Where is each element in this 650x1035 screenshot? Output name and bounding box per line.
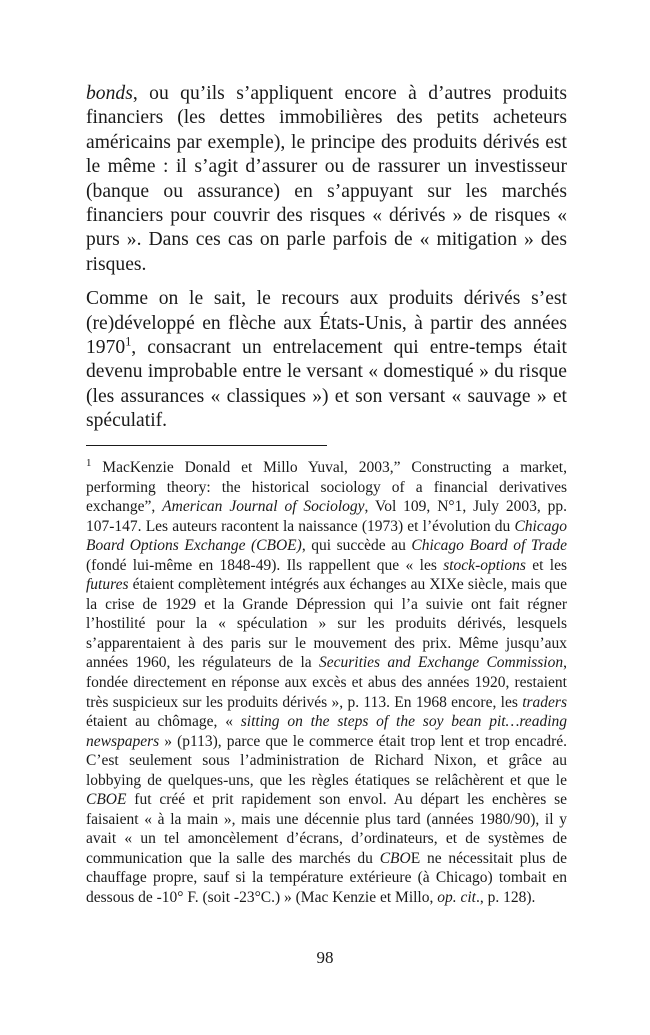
paragraph-2-text-end: , consacrant un entrelacement qui entre-temps était devenu improbable entre le versant « domestiqué » du risque (les assurances « classiques ») et son versant « sauvage » et spéculatif.	[86, 337, 567, 432]
footnote-text: et les	[525, 556, 567, 574]
footnote-italic: stock-options	[443, 556, 526, 574]
footnote-number: 1	[86, 456, 92, 469]
footnote-italic: CBO	[379, 849, 411, 867]
footnote-text: ., p. 128).	[476, 889, 536, 907]
paragraph-1	[86, 82, 567, 277]
footnote	[86, 458, 567, 908]
footnote-italic: Securities and Exchange Commission	[318, 654, 564, 672]
footnote-italic: futures	[86, 576, 129, 594]
footnote-italic: American Journal of Sociology	[162, 498, 365, 516]
footnote-italic: Chicago Board Options Exchange (CBOE)	[86, 517, 567, 555]
footnote-italic: traders	[522, 693, 567, 711]
footnote-text: étaient au chômage, «	[86, 713, 241, 731]
footnote-italic: Chicago Board of Trade	[411, 537, 567, 555]
footnote-text: , Vol 109, N°1, July 2003, pp. 107-147. Les auteurs racontent la naissance (1973) et l’évolution du	[86, 498, 567, 535]
paragraph-1-text: , ou qu’ils s’appliquent encore à d’autres produits financiers (les dettes immobilières des petits acheteurs américains par exemple), le principe des produits dérivés est le même : il s’agit d’assurer ou de rassurer un investisseur (banque ou assurance) en s’appuyant sur les marchés financiers pour couvrir des risques « dérivés » de risques « purs ». Dans ces cas on parle parfois de « mitigation » des risques.	[86, 83, 567, 275]
footnote-separator	[86, 445, 327, 446]
footnote-text: (fondé lui-même en 1848-49). Ils rappellent que « les	[86, 556, 444, 574]
footnote-text: » (p113), parce que le commerce était trop lent et trop encadré. C’est seulement sous l’administration de Richard Nixon, et grâce au lobbying de quelques-uns, que les règles étatiques se relâchèrent et que le	[86, 732, 567, 789]
footnote-reference[interactable]: 1	[125, 334, 132, 349]
footnote-italic: op. cit	[437, 889, 476, 907]
footnote-text: , qui succède au	[301, 537, 412, 555]
footnote-text: étaient complètement intégrés aux échanges au XIXe siècle, mais que la crise de 1929 et la Grande Dépression qui l’a suivie ont fait régner l’hostilité pour la « spéculation » sur les produits dérivés, lesquels s’apparentaient à des paris sur le mouvement des prix. Même jusqu’aux années 1960, les régulateurs de la	[86, 576, 567, 672]
main-text	[86, 82, 567, 434]
footnote-text: , fondée directement en réponse aux excès et abus des années 1920, restaient très suspicieux sur les produits dérivés », p. 113. En 1968 encore, les	[86, 654, 567, 711]
footnote-text: MacKenzie Donald et Millo Yuval, 2003,” Constructing a market, performing theory: the historical sociology of a financial derivatives exchange”,	[86, 459, 567, 516]
footnote-text: E ne nécessitait plus de chauffage propre, sauf si la température extérieure (à Chicago) tombait en dessous de -10° F. (soit -23°C.) » (Mac Kenzie et Millo,	[86, 849, 567, 907]
footnote-italic: CBOE	[86, 791, 127, 809]
page-number: 98	[316, 948, 334, 967]
paragraph-2-text-start: Comme on le sait, le recours aux produits dérivés s’est (re)développé en flèche aux États-Unis, à partir des années 1970	[86, 288, 567, 359]
footnote-text: fut créé et prit rapidement son envol. Au départ les enchères se faisaient « à la main », mais une décennie plus tard (années 1980/90), il y avait « un tel amoncèlement d’écrans, d’ordinateurs, et de systèmes de communication que la salle des marchés du	[86, 791, 567, 867]
footnote-italic: sitting on the steps of the soy bean pit…reading newspapers	[86, 713, 567, 750]
italic-term: bonds	[86, 83, 133, 104]
paragraph-2	[86, 287, 567, 433]
